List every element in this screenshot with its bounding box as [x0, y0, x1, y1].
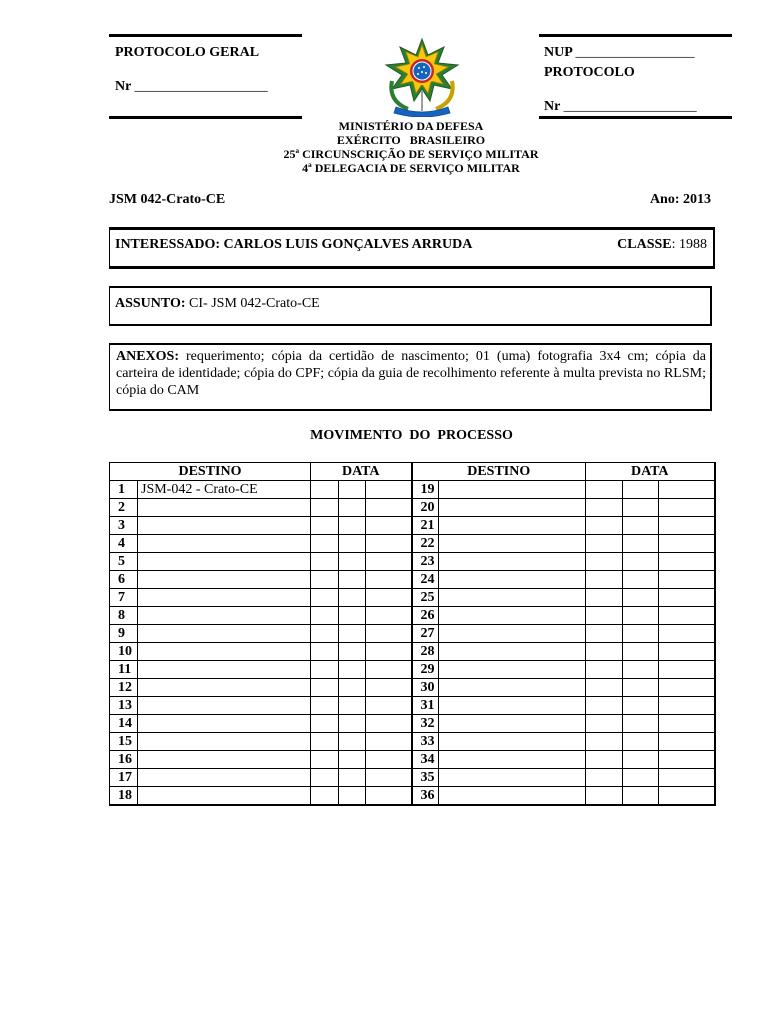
row-number-right: 25 [412, 589, 439, 607]
data-month-cell-left[interactable] [339, 715, 366, 733]
row-number-right: 35 [412, 769, 439, 787]
ministry-heading [230, 119, 592, 175]
table-row [110, 697, 715, 715]
row-number-left: 3 [110, 517, 138, 535]
anexos-box [109, 343, 712, 411]
data-day-cell-right[interactable] [586, 661, 623, 679]
row-number-right: 23 [412, 553, 439, 571]
coat-of-arms-icon [378, 37, 466, 117]
table-row [110, 733, 715, 751]
data-year-cell-right[interactable] [659, 499, 715, 517]
data-month-cell-right[interactable] [623, 661, 659, 679]
row-number-right: 34 [412, 751, 439, 769]
data-month-cell-left[interactable] [339, 733, 366, 751]
nr-right-label: Nr [544, 99, 564, 114]
destino-cell-left[interactable] [138, 607, 311, 625]
row-number-right: 33 [412, 733, 439, 751]
row-number-left: 7 [110, 589, 138, 607]
data-day-cell-left[interactable] [311, 751, 339, 769]
row-number-right: 32 [412, 715, 439, 733]
data-year-cell-left[interactable] [366, 751, 412, 769]
assunto-box [109, 286, 712, 326]
row-number-left: 17 [110, 769, 138, 787]
data-month-cell-right[interactable] [623, 697, 659, 715]
data-month-cell-left[interactable] [339, 499, 366, 517]
data-day-cell-right[interactable] [586, 751, 623, 769]
data-day-cell-left[interactable] [311, 571, 339, 589]
destino-cell-left[interactable] [138, 787, 311, 806]
data-day-cell-right[interactable] [586, 481, 623, 499]
interessado-box [109, 227, 715, 269]
data-day-cell-right[interactable] [586, 517, 623, 535]
row-number-right: 36 [412, 787, 439, 806]
data-day-cell-left[interactable] [311, 517, 339, 535]
destino-cell-left[interactable] [138, 697, 311, 715]
table-row [110, 715, 715, 733]
anexos-value: requerimento; cópia da certidão de nascimento; 01 (uma) fotografia 3x4 cm; cópia da carteira de identidade; cópia do CPF; cópia da guia de recolhimento referente à multa prevista no RLSM; cópia do CAM [116, 349, 706, 398]
destino-cell-right[interactable] [439, 553, 586, 571]
data-month-cell-right[interactable] [623, 571, 659, 589]
row-number-right: 21 [412, 517, 439, 535]
data-year-cell-right[interactable] [659, 643, 715, 661]
assunto-label: ASSUNTO: [115, 296, 186, 311]
row-number-left: 10 [110, 643, 138, 661]
data-year-cell-right[interactable] [659, 697, 715, 715]
destino-cell-left[interactable] [138, 679, 311, 697]
data-day-cell-right[interactable] [586, 499, 623, 517]
table-row [110, 499, 715, 517]
row-number-left: 1 [110, 481, 138, 499]
row-number-left: 14 [110, 715, 138, 733]
data-day-cell-right[interactable] [586, 589, 623, 607]
data-day-cell-right[interactable] [586, 571, 623, 589]
anexos-label: ANEXOS: [116, 349, 180, 364]
data-year-cell-left[interactable] [366, 679, 412, 697]
data-day-cell-right[interactable] [586, 679, 623, 697]
data-year-cell-right[interactable] [659, 625, 715, 643]
data-year-cell-left[interactable] [366, 589, 412, 607]
classe-label: CLASSE [617, 237, 672, 252]
table-row [110, 769, 715, 787]
destino-cell-left[interactable] [138, 625, 311, 643]
data-day-cell-left[interactable] [311, 481, 339, 499]
row-number-right: 26 [412, 607, 439, 625]
data-month-cell-left[interactable] [339, 553, 366, 571]
row-number-left: 4 [110, 535, 138, 553]
destino-cell-right[interactable] [439, 733, 586, 751]
table-row [110, 661, 715, 679]
data-day-cell-right[interactable] [586, 733, 623, 751]
row-number-left: 12 [110, 679, 138, 697]
destino-cell-left[interactable] [138, 661, 311, 679]
data-year-cell-left[interactable] [366, 571, 412, 589]
data-year-cell-right[interactable] [659, 679, 715, 697]
data-month-cell-left[interactable] [339, 517, 366, 535]
data-month-cell-right[interactable] [623, 733, 659, 751]
row-number-left: 8 [110, 607, 138, 625]
data-year-cell-left[interactable] [366, 733, 412, 751]
data-day-cell-left[interactable] [311, 697, 339, 715]
row-number-left: 13 [110, 697, 138, 715]
nr-right-line: ___________________ [563, 99, 697, 114]
data-month-cell-left[interactable] [339, 481, 366, 499]
row-number-left: 5 [110, 553, 138, 571]
table-row [110, 787, 715, 806]
row-number-right: 19 [412, 481, 439, 499]
nup-line: _________________ [575, 45, 695, 60]
header-left-top-rule [109, 34, 302, 37]
data-day-cell-left[interactable] [311, 607, 339, 625]
destino-cell-right[interactable] [439, 769, 586, 787]
table-row [110, 625, 715, 643]
ministry-line-4: 4ª DELEGACIA DE SERVIÇO MILITAR [302, 161, 520, 175]
nup-field[interactable] [544, 45, 695, 61]
destino-cell-right[interactable] [439, 571, 586, 589]
data-year-cell-right[interactable] [659, 481, 715, 499]
data-month-cell-left[interactable] [339, 697, 366, 715]
data-day-cell-left[interactable] [311, 679, 339, 697]
movimento-title: MOVIMENTO DO PROCESSO [310, 428, 513, 443]
data-year-cell-left[interactable] [366, 715, 412, 733]
table-row [110, 607, 715, 625]
protocolo-label: PROTOCOLO [544, 65, 635, 80]
data-day-cell-right[interactable] [586, 697, 623, 715]
destino-cell-left[interactable] [138, 751, 311, 769]
destino-cell-left[interactable]: JSM-042 - Crato-CE [138, 481, 311, 499]
data-day-cell-right[interactable] [586, 535, 623, 553]
classe-field [617, 237, 707, 253]
header-data-left: DATA [311, 463, 412, 481]
table-row [110, 571, 715, 589]
data-year-cell-left[interactable] [366, 517, 412, 535]
data-year-cell-right[interactable] [659, 787, 715, 806]
data-day-cell-right[interactable] [586, 643, 623, 661]
row-number-left: 15 [110, 733, 138, 751]
destino-cell-left[interactable] [138, 517, 311, 535]
table-row [110, 751, 715, 769]
data-year-cell-right[interactable] [659, 517, 715, 535]
row-number-right: 30 [412, 679, 439, 697]
ano-label: Ano: 2013 [649, 192, 711, 207]
data-day-cell-left[interactable] [311, 661, 339, 679]
data-day-cell-left[interactable] [311, 643, 339, 661]
data-day-cell-left[interactable] [311, 787, 339, 806]
destino-cell-right[interactable] [439, 697, 586, 715]
data-year-cell-right[interactable] [659, 607, 715, 625]
movimento-table [109, 462, 716, 806]
destino-cell-right[interactable] [439, 589, 586, 607]
data-year-cell-right[interactable] [659, 571, 715, 589]
row-number-right: 29 [412, 661, 439, 679]
data-day-cell-left[interactable] [311, 769, 339, 787]
data-year-cell-left[interactable] [366, 499, 412, 517]
data-month-cell-right[interactable] [623, 589, 659, 607]
table-row [110, 589, 715, 607]
nr-left-label: Nr [115, 79, 135, 94]
table-row [110, 679, 715, 697]
data-day-cell-right[interactable] [586, 715, 623, 733]
destino-cell-left[interactable] [138, 733, 311, 751]
row-number-left: 11 [110, 661, 138, 679]
table-header-row [110, 463, 715, 481]
data-year-cell-left[interactable] [366, 697, 412, 715]
table-row [110, 481, 715, 499]
data-year-cell-left[interactable] [366, 535, 412, 553]
anexos-field [116, 348, 706, 399]
data-year-cell-right[interactable] [659, 769, 715, 787]
data-month-cell-right[interactable] [623, 607, 659, 625]
table-row [110, 643, 715, 661]
destino-cell-right[interactable] [439, 787, 586, 806]
data-year-cell-left[interactable] [366, 661, 412, 679]
destino-cell-right[interactable] [439, 643, 586, 661]
data-year-cell-right[interactable] [659, 661, 715, 679]
row-number-left: 6 [110, 571, 138, 589]
data-month-cell-right[interactable] [623, 787, 659, 806]
data-day-cell-left[interactable] [311, 499, 339, 517]
data-month-cell-left[interactable] [339, 607, 366, 625]
data-month-cell-left[interactable] [339, 643, 366, 661]
destino-cell-left[interactable] [138, 643, 311, 661]
data-month-cell-left[interactable] [339, 625, 366, 643]
row-number-right: 28 [412, 643, 439, 661]
data-year-cell-left[interactable] [366, 787, 412, 806]
table-row [110, 553, 715, 571]
data-day-cell-right[interactable] [586, 769, 623, 787]
nr-right[interactable] [544, 99, 697, 115]
data-month-cell-right[interactable] [623, 625, 659, 643]
row-number-right: 31 [412, 697, 439, 715]
row-number-right: 22 [412, 535, 439, 553]
destino-cell-right[interactable] [439, 715, 586, 733]
ministry-line-3: 25ª CIRCUNSCRIÇÃO DE SERVIÇO MILITAR [283, 147, 539, 161]
classe-value: : 1988 [671, 237, 707, 252]
data-year-cell-left[interactable] [366, 553, 412, 571]
data-day-cell-left[interactable] [311, 589, 339, 607]
interessado-text: INTERESSADO: CARLOS LUIS GONÇALVES ARRUDA [115, 237, 473, 252]
data-year-cell-right[interactable] [659, 589, 715, 607]
assunto-field [115, 296, 320, 312]
row-number-right: 27 [412, 625, 439, 643]
data-month-cell-right[interactable] [623, 643, 659, 661]
ministry-line-1: MINISTÉRIO DA DEFESA [338, 119, 484, 133]
data-year-cell-right[interactable] [659, 553, 715, 571]
table-row [110, 517, 715, 535]
data-month-cell-left[interactable] [339, 787, 366, 806]
data-month-cell-right[interactable] [623, 553, 659, 571]
row-number-right: 20 [412, 499, 439, 517]
data-year-cell-left[interactable] [366, 769, 412, 787]
data-month-cell-left[interactable] [339, 571, 366, 589]
header-data-right: DATA [586, 463, 715, 481]
jsm-label: JSM 042-Crato-CE [109, 192, 226, 207]
row-number-left: 9 [110, 625, 138, 643]
data-year-cell-right[interactable] [659, 715, 715, 733]
data-day-cell-right[interactable] [586, 787, 623, 806]
destino-cell-right[interactable] [439, 535, 586, 553]
assunto-value: CI- JSM 042-Crato-CE [185, 296, 320, 311]
data-month-cell-right[interactable] [623, 517, 659, 535]
ministry-line-2: EXÉRCITO BRASILEIRO [336, 133, 486, 147]
data-day-cell-left[interactable] [311, 625, 339, 643]
data-month-cell-right[interactable] [623, 499, 659, 517]
destino-cell-right[interactable] [439, 661, 586, 679]
data-day-cell-left[interactable] [311, 535, 339, 553]
data-month-cell-right[interactable] [623, 679, 659, 697]
header-destino-right: DESTINO [412, 463, 586, 481]
data-month-cell-right[interactable] [623, 751, 659, 769]
destino-cell-right[interactable] [439, 751, 586, 769]
data-year-cell-right[interactable] [659, 733, 715, 751]
row-number-left: 16 [110, 751, 138, 769]
destino-cell-right[interactable] [439, 499, 586, 517]
data-month-cell-left[interactable] [339, 661, 366, 679]
nr-left[interactable] [115, 79, 268, 95]
destino-cell-right[interactable] [439, 481, 586, 499]
data-day-cell-right[interactable] [586, 607, 623, 625]
data-month-cell-right[interactable] [623, 481, 659, 499]
row-number-left: 18 [110, 787, 138, 806]
data-year-cell-left[interactable] [366, 607, 412, 625]
data-day-cell-left[interactable] [311, 733, 339, 751]
data-year-cell-left[interactable] [366, 643, 412, 661]
header-right-top-rule [539, 34, 732, 37]
destino-cell-left[interactable] [138, 499, 311, 517]
protocolo-geral-title: PROTOCOLO GERAL [115, 45, 260, 60]
header-destino-left: DESTINO [110, 463, 311, 481]
destino-cell-left[interactable] [138, 715, 311, 733]
destino-cell-left[interactable] [138, 769, 311, 787]
destino-cell-right[interactable] [439, 679, 586, 697]
data-month-cell-left[interactable] [339, 751, 366, 769]
nr-left-line: ___________________ [134, 79, 268, 94]
data-day-cell-right[interactable] [586, 625, 623, 643]
data-month-cell-left[interactable] [339, 679, 366, 697]
row-number-right: 24 [412, 571, 439, 589]
data-year-cell-left[interactable] [366, 625, 412, 643]
data-year-cell-left[interactable] [366, 481, 412, 499]
data-month-cell-right[interactable] [623, 715, 659, 733]
destino-cell-right[interactable] [439, 517, 586, 535]
data-month-cell-left[interactable] [339, 769, 366, 787]
data-day-cell-left[interactable] [311, 715, 339, 733]
data-month-cell-left[interactable] [339, 535, 366, 553]
destino-cell-left[interactable] [138, 553, 311, 571]
destino-cell-left[interactable] [138, 535, 311, 553]
data-year-cell-right[interactable] [659, 535, 715, 553]
destino-cell-right[interactable] [439, 607, 586, 625]
nup-label: NUP [544, 45, 576, 60]
data-month-cell-right[interactable] [623, 769, 659, 787]
row-number-left: 2 [110, 499, 138, 517]
destino-cell-right[interactable] [439, 625, 586, 643]
table-row [110, 535, 715, 553]
destino-cell-left[interactable] [138, 589, 311, 607]
data-year-cell-right[interactable] [659, 751, 715, 769]
data-day-cell-right[interactable] [586, 553, 623, 571]
data-month-cell-left[interactable] [339, 589, 366, 607]
destino-cell-left[interactable] [138, 571, 311, 589]
data-month-cell-right[interactable] [623, 535, 659, 553]
data-day-cell-left[interactable] [311, 553, 339, 571]
